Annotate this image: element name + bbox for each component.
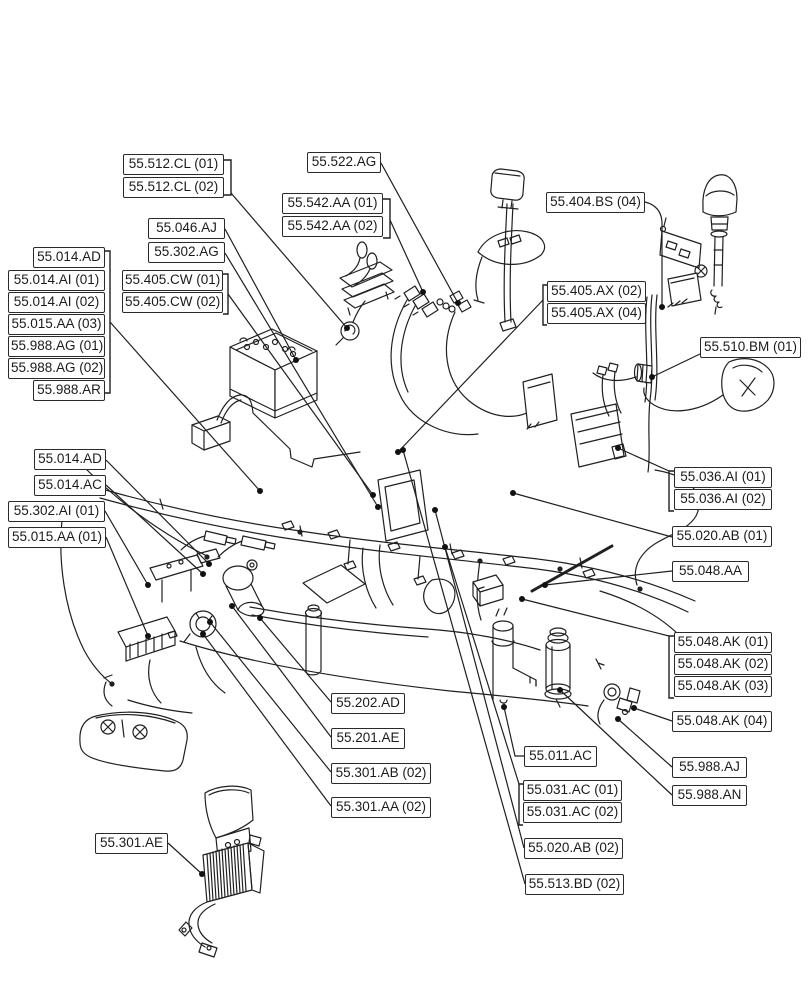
fuel-sender-right (545, 628, 571, 707)
mirror-arm (474, 204, 545, 331)
part-label-55-988-AG-01[interactable]: 55.988.AG (01) (8, 336, 105, 357)
part-label-55-301-AE[interactable]: 55.301.AE (95, 833, 168, 854)
part-label-55-036-AI-02[interactable]: 55.036.AI (02) (674, 489, 772, 510)
ecu-module-large (571, 404, 626, 467)
gear-levers (340, 242, 394, 315)
glow-plug-sensors (181, 531, 275, 557)
part-label-55-405-AX-02[interactable]: 55.405.AX (02) (547, 281, 646, 302)
part-label-55-014-AD[interactable]: 55.014.AD (33, 247, 105, 268)
part-label-55-513-BD-02[interactable]: 55.513.BD (02) (525, 874, 624, 895)
plate-module (523, 374, 557, 429)
part-label-55-020-AB-01[interactable]: 55.020.AB (01) (672, 526, 772, 547)
alternator (184, 611, 216, 642)
dash-module (378, 470, 428, 541)
part-label-55-048-AK-04[interactable]: 55.048.AK (04) (672, 711, 772, 732)
part-label-55-542-AA-02[interactable]: 55.542.AA (02) (282, 216, 383, 237)
part-label-55-405-CW-01[interactable]: 55.405.CW (01) (122, 270, 223, 291)
mount-bracket-panel (179, 786, 264, 957)
part-label-55-988-AJ[interactable]: 55.988.AJ (672, 757, 747, 778)
part-label-55-542-AA-01[interactable]: 55.542.AA (01) (282, 193, 383, 214)
part-label-55-048-AA[interactable]: 55.048.AA (672, 561, 749, 582)
part-label-55-512-CL-01[interactable]: 55.512.CL (01) (123, 154, 224, 175)
mirror-head (722, 359, 774, 412)
part-label-55-201-AE[interactable]: 55.201.AE (331, 728, 405, 749)
part-label-55-020-AB-02[interactable]: 55.020.AB (02) (524, 838, 623, 859)
part-label-55-404-BS-04[interactable]: 55.404.BS (04) (546, 192, 645, 213)
part-label-55-988-AG-02[interactable]: 55.988.AG (02) (8, 358, 105, 379)
sensor-cluster (596, 659, 640, 724)
part-label-55-014-AD-2[interactable]: 55.014.AD (34, 449, 106, 470)
part-label-55-015-AA-01[interactable]: 55.015.AA (01) (8, 527, 106, 548)
headlight (80, 712, 187, 771)
fuel-sender-left (492, 608, 536, 707)
part-label-55-405-AX-04[interactable]: 55.405.AX (04) (547, 303, 646, 324)
part-label-55-302-AI-01[interactable]: 55.302.AI (01) (8, 501, 105, 522)
beacon-lamp (703, 175, 737, 314)
part-label-55-301-AA-02[interactable]: 55.301.AA (02) (331, 797, 431, 818)
part-label-55-510-BM-01[interactable]: 55.510.BM (01) (700, 337, 801, 358)
part-label-55-301-AB-02[interactable]: 55.301.AB (02) (331, 763, 431, 784)
battery (230, 329, 317, 418)
part-label-55-302-AG[interactable]: 55.302.AG (148, 242, 225, 263)
engine-modules (118, 549, 220, 661)
part-label-55-512-CL-02[interactable]: 55.512.CL (02) (123, 177, 224, 198)
part-label-55-014-AI-02[interactable]: 55.014.AI (02) (8, 292, 105, 313)
part-label-55-046-AJ[interactable]: 55.046.AJ (148, 218, 225, 239)
part-label-55-015-AA-03[interactable]: 55.015.AA (03) (8, 314, 105, 335)
part-label-55-522-AG[interactable]: 55.522.AG (307, 152, 381, 173)
horn (336, 301, 365, 345)
part-label-55-988-AN[interactable]: 55.988.AN (672, 785, 747, 806)
part-label-55-036-AI-01[interactable]: 55.036.AI (01) (674, 467, 772, 488)
ecu-module-small (668, 273, 701, 307)
work-lamp (491, 169, 524, 209)
part-label-55-014-AC[interactable]: 55.014.AC (34, 475, 106, 496)
part-label-55-048-AK-02[interactable]: 55.048.AK (02) (674, 654, 772, 675)
part-label-55-048-AK-03[interactable]: 55.048.AK (03) (674, 676, 772, 697)
part-label-55-048-AK-01[interactable]: 55.048.AK (01) (674, 632, 772, 653)
part-label-55-988-AR[interactable]: 55.988.AR (33, 380, 105, 401)
starter-motor (223, 560, 264, 616)
part-label-55-011-AC[interactable]: 55.011.AC (524, 746, 597, 767)
connector-canister (635, 364, 653, 383)
part-label-55-031-AC-02[interactable]: 55.031.AC (02) (523, 802, 622, 823)
part-label-55-202-AD[interactable]: 55.202.AD (331, 693, 405, 714)
beacon-bracket (660, 218, 707, 277)
cab-frame-tubes (104, 647, 225, 713)
part-label-55-405-CW-02[interactable]: 55.405.CW (02) (122, 292, 223, 313)
part-label-55-014-AI-01[interactable]: 55.014.AI (01) (8, 270, 105, 291)
part-label-55-031-AC-01[interactable]: 55.031.AC (01) (523, 780, 622, 801)
